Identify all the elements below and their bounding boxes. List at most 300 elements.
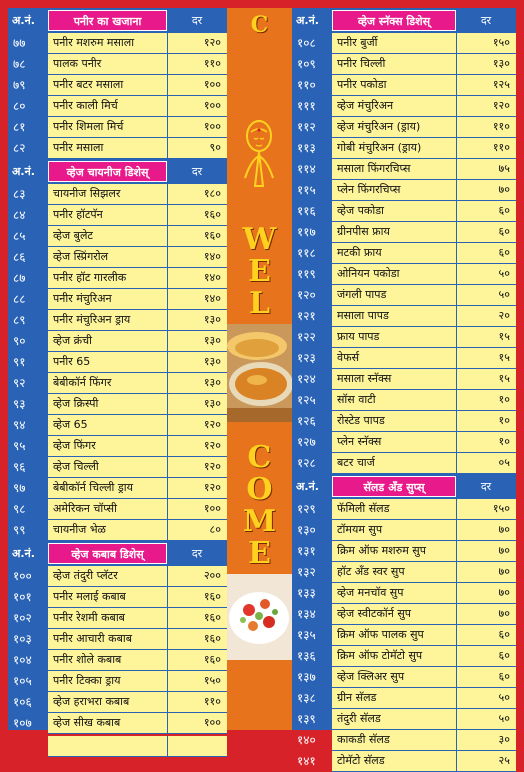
item-number: ७९ [13, 78, 26, 92]
item-cell [48, 247, 227, 268]
menu-item-row [8, 415, 227, 436]
item-number: १०९ [297, 57, 316, 71]
item-name: प्लेन फिंगरचिप्स [337, 183, 401, 196]
item-name: चायनीज सिझलर [53, 187, 121, 200]
item-name: मटकी फ्राय [337, 246, 382, 259]
menu-item-row [8, 331, 227, 352]
item-price: ११० [167, 54, 227, 74]
menu-item-row [8, 205, 227, 226]
menu-item-row [292, 730, 516, 751]
item-number: १२४ [297, 372, 316, 386]
item-name: व्हेज सीख कबाब [53, 716, 121, 729]
item-name: व्हेज क्लिअर सुप [337, 670, 405, 683]
banner-letter: E [248, 536, 271, 571]
item-price: ६० [456, 625, 516, 645]
item-cell [48, 587, 227, 608]
item-price: ७० [456, 562, 516, 582]
item-price: ८० [167, 520, 227, 540]
item-price: ६० [456, 222, 516, 242]
item-number: ९१ [13, 355, 26, 369]
item-name: पनीर आचारी कबाब [53, 632, 132, 645]
item-name: क्रिम ऑफ मशरुम सुप [337, 544, 426, 557]
menu-item-row [8, 373, 227, 394]
menu-item-row [8, 75, 227, 96]
item-name: पनीर बुर्जी [337, 36, 378, 49]
item-number: ८० [13, 99, 26, 113]
item-cell [332, 646, 516, 667]
banner-letter: C [247, 440, 272, 475]
item-name: सॉस वाटी [337, 393, 376, 406]
namaste-icon [237, 116, 282, 188]
banner-letter: W [242, 222, 277, 257]
item-number: १२५ [297, 393, 316, 407]
section-number-label: अ.नं. [296, 14, 319, 27]
item-number: १०८ [297, 36, 316, 50]
section-header [292, 476, 516, 497]
item-name: फॅमिली सॅलड [337, 502, 390, 515]
item-cell [48, 310, 227, 331]
menu-item-row [8, 394, 227, 415]
item-name: टॉमयम सुप [337, 523, 383, 536]
item-price: १२० [456, 96, 516, 116]
empty-name [48, 736, 167, 756]
menu-item-row [292, 453, 516, 474]
menu-item-row [292, 411, 516, 432]
item-name: पालक पनीर [53, 57, 102, 70]
item-name: व्हेज क्रंची [53, 334, 92, 347]
item-name: क्रिम ऑफ पालक सुप [337, 628, 424, 641]
item-cell [48, 713, 227, 734]
menu-item-row [8, 520, 227, 541]
item-cell [48, 75, 227, 96]
item-name: पनीर मशरुम मसाला [53, 36, 135, 49]
item-number: १२२ [297, 330, 316, 344]
item-name: बेबीकॉर्न चिल्ली ड्राय [53, 481, 134, 494]
item-name: काकडी सॅलड [337, 733, 390, 746]
item-name: ग्रीनपीस फ्राय [337, 225, 390, 238]
item-number: ७७ [13, 36, 26, 50]
item-name: मसाला स्नॅक्स [337, 372, 392, 385]
item-number: ९२ [13, 376, 26, 390]
item-name: पनीर शोले कबाब [53, 653, 122, 666]
item-price: १३० [167, 394, 227, 414]
item-number: ११० [297, 78, 316, 92]
section-header [8, 543, 227, 564]
item-name: पनीर काली मिर्च [53, 99, 118, 112]
item-name: हॉट अँड स्वर सुप [337, 565, 405, 578]
item-price: १०० [167, 499, 227, 519]
item-number: १३४ [297, 607, 316, 621]
section-number-label: अ.नं. [12, 14, 35, 27]
item-price: ७५ [456, 159, 516, 179]
item-name: ओनियन पकोडा [337, 267, 400, 280]
item-price: १६० [167, 587, 227, 607]
item-cell [48, 373, 227, 394]
menu-item-row [8, 692, 227, 713]
item-price: १६० [167, 205, 227, 225]
item-price: ९० [167, 138, 227, 158]
menu-item-row [8, 226, 227, 247]
section-title: व्हेज स्नॅक्स डिशेस् [332, 10, 456, 31]
item-price: १४० [167, 247, 227, 267]
menu-item-row [8, 457, 227, 478]
section-price-label: दर [480, 14, 492, 27]
section-number-label: अ.नं. [12, 165, 35, 178]
item-number: १४१ [297, 754, 316, 768]
item-price: १२० [167, 33, 227, 53]
menu-item-row [292, 138, 516, 159]
section-header [8, 10, 227, 31]
item-price: १६० [167, 650, 227, 670]
banner-letter-top: C [250, 12, 269, 38]
item-number: १३८ [297, 691, 316, 705]
banner-letter: L [248, 286, 271, 321]
item-number: १११ [297, 99, 316, 113]
item-price: १४० [167, 289, 227, 309]
menu-item-row [8, 352, 227, 373]
menu-item-row [292, 499, 516, 520]
menu-item-row [8, 289, 227, 310]
item-number: १०५ [13, 674, 32, 688]
item-name: व्हेज तंदुरी प्लॅटर [53, 569, 118, 582]
item-cell [332, 327, 516, 348]
section-header [8, 161, 227, 182]
item-number: ११६ [297, 204, 316, 218]
item-cell [332, 751, 516, 772]
menu-item-row [292, 222, 516, 243]
item-number: १०१ [13, 590, 32, 604]
item-price: ७० [456, 583, 516, 603]
menu-item-row [8, 608, 227, 629]
item-number: ८२ [13, 141, 26, 155]
item-cell [332, 390, 516, 411]
item-cell [332, 583, 516, 604]
item-name: ग्रीन सॅलड [337, 691, 377, 704]
menu-item-row [292, 625, 516, 646]
item-cell [332, 520, 516, 541]
item-name: व्हेज बुलेट [53, 229, 93, 242]
menu-item-row [292, 264, 516, 285]
food-photo-image [227, 324, 292, 422]
menu-item-row [8, 713, 227, 734]
food-photo-salad-image [227, 574, 292, 660]
menu-item-row [292, 243, 516, 264]
item-cell [332, 562, 516, 583]
item-name: व्हेज मंचुरिअन [337, 99, 394, 112]
item-name: जंगली पापड [337, 288, 387, 301]
item-price: १३० [167, 331, 227, 351]
menu-item-row [292, 348, 516, 369]
item-price: ५० [456, 264, 516, 284]
item-cell [332, 499, 516, 520]
section-title: व्हेज चायनीज डिशेस् [48, 161, 167, 182]
item-cell [48, 226, 227, 247]
item-price: १६० [167, 226, 227, 246]
item-price: ११० [167, 692, 227, 712]
item-name: पनीर चिल्ली [337, 57, 386, 70]
item-price: १२५ [456, 75, 516, 95]
item-number: १०६ [13, 695, 32, 709]
item-price: १८० [167, 184, 227, 204]
item-price: १०० [167, 96, 227, 116]
section-title: सॅलड अँड सुप्स् [332, 476, 456, 497]
item-number: ८६ [13, 250, 26, 264]
item-price: १४० [167, 268, 227, 288]
item-cell [332, 159, 516, 180]
item-cell [48, 352, 227, 373]
item-price: ७० [456, 520, 516, 540]
item-price: ११० [456, 138, 516, 158]
item-price: १५० [456, 33, 516, 53]
item-cell [48, 478, 227, 499]
item-number: ९६ [13, 460, 26, 474]
menu-item-row [292, 432, 516, 453]
item-cell [332, 180, 516, 201]
menu-item-row [8, 650, 227, 671]
item-price: १० [456, 411, 516, 431]
item-cell [48, 499, 227, 520]
menu-item-row [292, 306, 516, 327]
item-name: पनीर मसाला [53, 141, 104, 154]
item-name: फ्राय पापड [337, 330, 380, 343]
item-name: व्हेज चिल्ली [53, 460, 99, 473]
item-cell [48, 629, 227, 650]
item-number: १०२ [13, 611, 32, 625]
menu-item-row [8, 566, 227, 587]
item-name: व्हेज पकोडा [337, 204, 384, 217]
section-number-label: अ.नं. [296, 480, 319, 493]
item-cell [332, 75, 516, 96]
item-name: मसाला पापड [337, 309, 389, 322]
item-number: १३२ [297, 565, 316, 579]
item-name: रोस्टेड पापड [337, 414, 385, 427]
item-cell [332, 411, 516, 432]
food-photo-dish [227, 324, 292, 422]
menu-item-row [8, 499, 227, 520]
item-number: ११४ [297, 162, 316, 176]
item-name: व्हेज मंचुरिअन (ड्राय) [337, 120, 421, 133]
menu-item-row [292, 327, 516, 348]
item-price: १५० [167, 671, 227, 691]
menu-item-row [8, 478, 227, 499]
item-name: पनीर बटर मसाला [53, 78, 124, 91]
item-price: १०० [167, 713, 227, 733]
item-price: २५ [456, 751, 516, 771]
menu-item-row [292, 285, 516, 306]
menu-item-row [292, 541, 516, 562]
menu-item-row [8, 436, 227, 457]
item-cell [48, 117, 227, 138]
menu-item-row [8, 310, 227, 331]
item-cell [332, 453, 516, 474]
item-price: ७० [456, 541, 516, 561]
item-number: १३१ [297, 544, 316, 558]
item-price: १३० [167, 352, 227, 372]
item-number: ११५ [297, 183, 316, 197]
item-cell [48, 394, 227, 415]
empty-row [8, 736, 227, 757]
item-price: ६० [456, 646, 516, 666]
item-number: ९५ [13, 439, 26, 453]
menu-item-row [292, 390, 516, 411]
item-number: ८४ [13, 208, 26, 222]
section-price-label: दर [191, 547, 203, 560]
section-price-label: दर [191, 165, 203, 178]
menu-item-row [8, 247, 227, 268]
item-price: १०० [167, 75, 227, 95]
menu-item-row [8, 33, 227, 54]
item-number: ११२ [297, 120, 316, 134]
item-number: ८३ [13, 187, 26, 201]
item-price: २० [456, 306, 516, 326]
item-price: ६० [456, 243, 516, 263]
item-name: टोमॅटो सॅलड [337, 754, 385, 767]
item-cell [48, 566, 227, 587]
item-number: १२० [297, 288, 316, 302]
item-price: १० [456, 432, 516, 452]
item-name: पनीर मंचुरिअन [53, 292, 112, 305]
item-number: ११३ [297, 141, 316, 155]
item-name: व्हेज 65 [53, 418, 88, 431]
item-number: ८९ [13, 313, 26, 327]
item-name: पनीर हॉटपॅन [53, 208, 103, 221]
item-name: व्हेज मनचॉव सुप [337, 586, 404, 599]
item-price: १५० [456, 499, 516, 519]
item-number: १२१ [297, 309, 316, 323]
item-cell [332, 33, 516, 54]
item-name: व्हेज क्रिस्पी [53, 397, 99, 410]
menu-item-row [292, 33, 516, 54]
empty-number [8, 736, 48, 757]
menu-item-row [292, 75, 516, 96]
item-number: ११८ [297, 246, 316, 260]
item-price: १२० [167, 436, 227, 456]
item-number: १३५ [297, 628, 316, 642]
item-number: ११७ [297, 225, 316, 239]
item-number: १०३ [13, 632, 32, 646]
item-cell [48, 331, 227, 352]
item-number: १३६ [297, 649, 316, 663]
item-name: अमेरिकन चॉप्सी [53, 502, 117, 515]
item-cell [48, 671, 227, 692]
item-number: ८७ [13, 271, 26, 285]
item-name: पनीर पकोडा [337, 78, 387, 91]
item-cell [332, 285, 516, 306]
menu-item-row [292, 667, 516, 688]
item-number: ११९ [297, 267, 316, 281]
item-cell [332, 264, 516, 285]
item-price: १३० [167, 310, 227, 330]
item-price: १६० [167, 629, 227, 649]
item-price: ७० [456, 604, 516, 624]
item-price: ०५ [456, 453, 516, 473]
item-number: १३९ [297, 712, 316, 726]
item-cell [48, 54, 227, 75]
item-number: ७८ [13, 57, 26, 71]
menu-item-row [292, 583, 516, 604]
item-cell [332, 730, 516, 751]
item-number: १२६ [297, 414, 316, 428]
item-cell [332, 541, 516, 562]
item-name: पनीर मंचुरिअन ड्राय [53, 313, 131, 326]
item-number: ९७ [13, 481, 26, 495]
item-cell [332, 625, 516, 646]
item-price: १५ [456, 327, 516, 347]
menu-item-row [292, 180, 516, 201]
item-price: १०० [167, 117, 227, 137]
item-cell [48, 457, 227, 478]
item-name: चायनीज भेळ [53, 523, 106, 536]
item-cell [332, 369, 516, 390]
item-number: १३७ [297, 670, 316, 684]
section-header [292, 10, 516, 31]
menu-item-row [8, 96, 227, 117]
menu-item-row [292, 96, 516, 117]
item-price: ३० [456, 730, 516, 750]
item-number: १२७ [297, 435, 316, 449]
item-name: व्हेज स्प्रिंगरोल [53, 250, 109, 263]
item-cell [48, 436, 227, 457]
item-price: ११० [456, 117, 516, 137]
item-cell [48, 184, 227, 205]
item-name: प्लेन स्नॅक्स [337, 435, 382, 448]
item-cell [48, 520, 227, 541]
item-name: पनीर शिमला मिर्च [53, 120, 124, 133]
item-number: ९३ [13, 397, 26, 411]
item-name: व्हेज स्वीटकॉर्न सुप [337, 607, 412, 620]
item-price: १० [456, 390, 516, 410]
item-number: १०४ [13, 653, 32, 667]
item-price: ५० [456, 688, 516, 708]
item-price: १२० [167, 478, 227, 498]
section-price-label: दर [480, 480, 492, 493]
item-price: ६० [456, 667, 516, 687]
menu-item-row [8, 138, 227, 159]
item-cell [332, 667, 516, 688]
menu-item-row [292, 562, 516, 583]
item-price: १३० [167, 373, 227, 393]
item-number: १०७ [13, 716, 32, 730]
item-cell [332, 138, 516, 159]
item-number: ९८ [13, 502, 26, 516]
item-cell [332, 604, 516, 625]
item-name: पनीर हॉट गारलीक [53, 271, 127, 284]
item-cell [332, 432, 516, 453]
item-cell [332, 117, 516, 138]
item-number: १२९ [297, 502, 316, 516]
menu-item-row [292, 520, 516, 541]
item-name: मसाला फिंगरचिप्स [337, 162, 411, 175]
item-cell [48, 96, 227, 117]
section-number-label: अ.नं. [12, 547, 35, 560]
item-number: ९० [13, 334, 26, 348]
item-number: ८१ [13, 120, 26, 134]
item-number: ९९ [13, 523, 26, 537]
menu-item-row [8, 268, 227, 289]
item-name: पनीर मलाई कबाब [53, 590, 126, 603]
empty-cell [48, 736, 227, 757]
item-cell [48, 289, 227, 310]
menu-item-row [292, 159, 516, 180]
item-cell [332, 222, 516, 243]
menu-item-row [8, 629, 227, 650]
item-cell [48, 415, 227, 436]
item-cell [332, 96, 516, 117]
item-price: १२० [167, 457, 227, 477]
item-price: १६० [167, 608, 227, 628]
item-number: ९४ [13, 418, 26, 432]
item-cell [48, 692, 227, 713]
